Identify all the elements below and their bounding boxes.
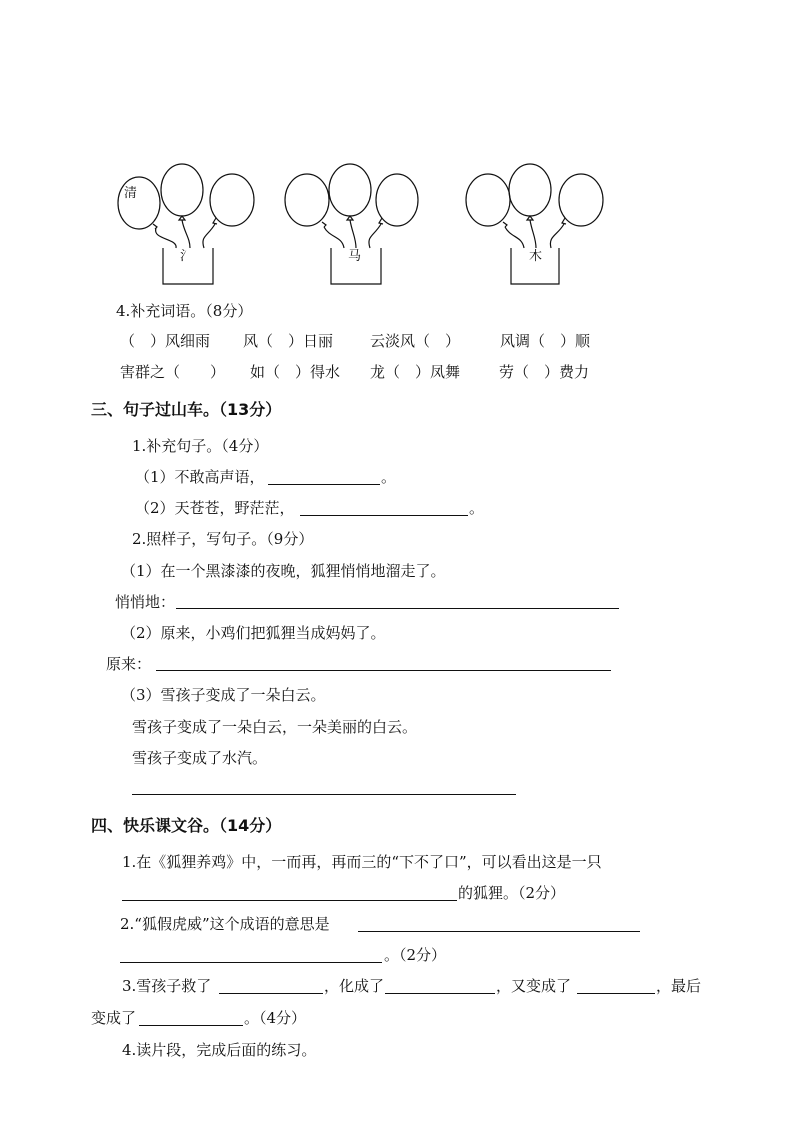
question-title: 4.补充词语。（8分） — [116, 302, 253, 320]
answer-line[interactable] — [122, 900, 457, 901]
question-title: 1.补充句子。（4分） — [132, 437, 269, 455]
radical-label: 氵 — [180, 249, 194, 264]
sample-sentence: 雪孩子变成了一朵白云，一朵美丽的白云。 — [132, 718, 418, 736]
question-text: ，化成了 — [324, 977, 385, 995]
question-text: 4.读片段，完成后面的练习。 — [122, 1041, 317, 1059]
answer-line[interactable] — [300, 515, 468, 516]
example-sentence: （2）原来，小鸡们把狐狸当成妈妈了。 — [121, 624, 386, 642]
question-text: 。（2分） — [384, 946, 447, 964]
word-item: 龙（ ）凤舞 — [370, 363, 461, 381]
answer-line[interactable] — [268, 484, 380, 485]
answer-line[interactable] — [219, 993, 323, 994]
answer-line[interactable] — [132, 794, 516, 795]
answer-line[interactable] — [577, 993, 655, 994]
question-text: ，又变成了 — [496, 977, 572, 995]
question-text: 的狐狸。（2分） — [458, 884, 566, 902]
answer-line[interactable] — [176, 608, 619, 609]
question-text: 。（4分） — [244, 1009, 307, 1027]
question-text: 2.“狐假虎威”这个成语的意思是 — [120, 915, 330, 933]
balloon — [118, 177, 160, 229]
answer-label: 原来： — [106, 655, 152, 673]
balloon — [559, 174, 603, 226]
prompt-sentence: 雪孩子变成了水汽。 — [132, 749, 268, 767]
sentence-end: 。 — [469, 499, 485, 517]
balloon — [509, 164, 551, 216]
sentence-end: 。 — [381, 468, 397, 486]
word-item: 如（ ）得水 — [250, 363, 341, 381]
section-heading: 三、句子过山车。（13分） — [91, 400, 282, 419]
balloon — [466, 174, 510, 226]
question-text: ，最后 — [656, 977, 702, 995]
balloon-illustration — [0, 0, 794, 300]
answer-label: 悄悄地： — [115, 593, 176, 611]
answer-line[interactable] — [139, 1025, 243, 1026]
word-item: 劳（ ）费力 — [499, 363, 590, 381]
balloon — [285, 174, 329, 226]
word-item: 风调（ ）顺 — [500, 332, 591, 350]
word-item: 云淡风（ ） — [370, 332, 461, 350]
answer-line[interactable] — [156, 670, 611, 671]
sentence-prompt: （1）不敢高声语， — [135, 468, 265, 486]
balloon-char: 清 — [124, 186, 138, 201]
sentence-prompt: （2）天苍苍，野茫茫， — [135, 499, 295, 517]
word-item: 风（ ）日丽 — [243, 332, 334, 350]
word-item: 害群之（ ） — [120, 363, 226, 381]
radical-label: 木 — [529, 249, 543, 264]
question-text: 3.雪孩子救了 — [122, 977, 212, 995]
example-sentence: （1）在一个黑漆漆的夜晚，狐狸悄悄地溜走了。 — [121, 562, 446, 580]
example-sentence: （3）雪孩子变成了一朵白云。 — [121, 686, 326, 704]
balloon — [161, 164, 203, 216]
radical-label: 马 — [348, 249, 362, 264]
answer-line[interactable] — [120, 962, 382, 963]
answer-line[interactable] — [385, 993, 495, 994]
question-text: 1.在《狐狸养鸡》中，一而再，再而三的“下不了口”，可以看出这是一只 — [122, 853, 602, 871]
balloon — [210, 174, 254, 226]
answer-line[interactable] — [358, 931, 640, 932]
question-text: 变成了 — [91, 1009, 137, 1027]
balloon — [329, 164, 371, 216]
section-heading: 四、快乐课文谷。（14分） — [91, 816, 282, 835]
word-item: （ ）风细雨 — [120, 332, 211, 350]
question-title: 2.照样子，写句子。（9分） — [132, 530, 314, 548]
